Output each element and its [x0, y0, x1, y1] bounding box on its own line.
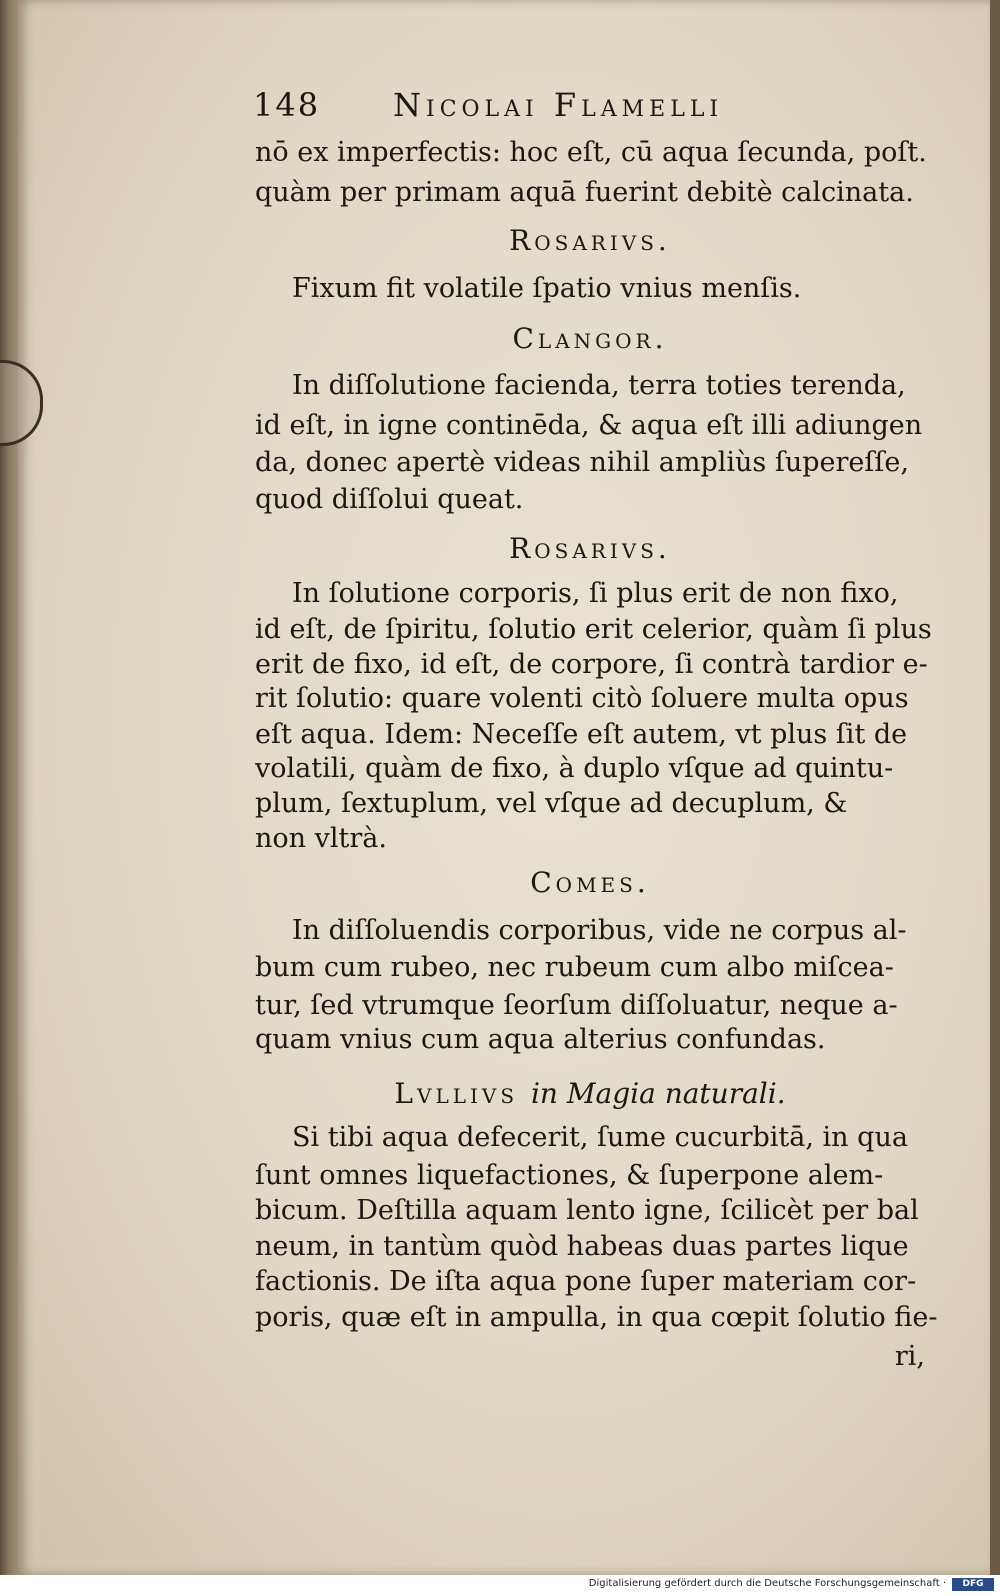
- text-line: In diſſoluendis corporibus, vide ne corpus al-: [292, 915, 907, 946]
- running-head: Nicolai Flamelli: [393, 86, 724, 124]
- text-line: ſunt omnes liquefactiones, & ſuperpone alem-: [255, 1160, 884, 1191]
- text-line: id eſt, de ſpiritu, ſolutio erit celerior, quàm ſi plus: [255, 614, 932, 645]
- text-line: bicum. Deſtilla aquam lento igne, ſcilicèt per bal: [255, 1195, 919, 1226]
- section-heading: [255, 1077, 925, 1110]
- text-line: Si tibi aqua defecerit, ſume cucurbitā, in qua: [292, 1122, 908, 1153]
- dfg-logo: DFG: [952, 1578, 994, 1591]
- catchword: ri,: [894, 1341, 925, 1372]
- text-line: poris, quæ eſt in ampulla, in qua cœpit ſolutio fie-: [255, 1302, 938, 1333]
- text-line: volatili, quàm de fixo, à duplo vſque ad quintu-: [255, 753, 894, 784]
- text-line: quam vnius cum aqua alterius confundas.: [255, 1024, 826, 1055]
- section-heading: Clangor.: [512, 322, 668, 355]
- page-header: [253, 86, 933, 128]
- section-heading: Comes.: [530, 866, 650, 899]
- text-line: eſt aqua. Idem: Neceſſe eſt autem, vt plus ſit de: [255, 719, 908, 750]
- text-line: In diſſolutione facienda, terra toties terenda,: [292, 370, 906, 401]
- text-line: plum, ſextuplum, vel vſque ad decuplum, &: [255, 788, 848, 819]
- section-heading-name: Lvllivs: [394, 1077, 519, 1110]
- footer-credit: Digitalisierung gefördert durch die Deutsche Forschungsgemeinschaft ·: [588, 1578, 946, 1589]
- text-line: nō ex imperfectis: hoc eſt, cū aqua ſecunda, poſt.: [255, 137, 927, 168]
- text-line: tur, ſed vtrumque ſeorſum diſſoluatur, neque a-: [255, 990, 898, 1021]
- text-line: bum cum rubeo, nec rubeum cum albo miſcea-: [255, 952, 894, 983]
- digitization-footer: [0, 1575, 1000, 1595]
- text-line: rit ſolutio: quare volenti citò ſoluere multa opus: [255, 683, 909, 714]
- text-line: erit de fixo, id eſt, de corpore, ſi contrà tardior e-: [255, 649, 928, 680]
- text-line: da, donec apertè videas nihil ampliùs ſupereſſe,: [255, 447, 909, 478]
- section-heading: Rosarivs.: [509, 224, 671, 257]
- section-heading: Rosarivs.: [509, 532, 671, 565]
- text-line: non vltrà.: [255, 823, 387, 854]
- text-line: quod diſſolui queat.: [255, 484, 524, 515]
- section-heading-italic: in Magia naturali.: [530, 1077, 786, 1110]
- text-line: id eſt, in igne continēda, & aqua eſt illi adiungen: [255, 410, 923, 441]
- text-line: neum, in tantùm quòd habeas duas partes lique: [255, 1231, 909, 1262]
- text-line: In ſolutione corporis, ſi plus erit de non fixo,: [292, 578, 899, 609]
- page-number: 148: [253, 86, 321, 124]
- text-line: quàm per primam aquā fuerint debitè calcinata.: [255, 177, 914, 208]
- text-line: factionis. De iſta aqua pone ſuper materiam cor-: [255, 1266, 917, 1297]
- text-line: Fixum fit volatile ſpatio vnius menſis.: [292, 273, 802, 304]
